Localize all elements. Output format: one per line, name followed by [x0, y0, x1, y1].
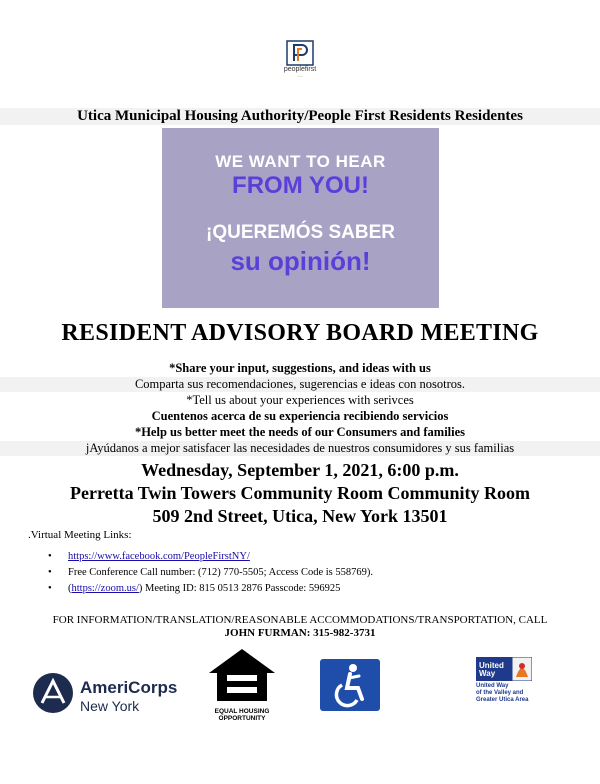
americorps-sub: New York: [80, 698, 140, 714]
meeting-title: RESIDENT ADVISORY BOARD MEETING: [61, 320, 539, 346]
united-way-logo: [476, 657, 566, 713]
list-item: [48, 581, 373, 597]
equal-housing-house-icon: [207, 647, 277, 703]
eho-line-1: EQUAL HOUSING: [214, 708, 270, 715]
banner-line-3: ¡QUEREMÓS SABER: [206, 222, 395, 243]
eho-line-2: OPPORTUNITY: [218, 715, 266, 722]
hear-from-you-banner: [162, 128, 439, 308]
zoom-meeting-details: ) Meeting ID: 815 0513 2876 Passcode: 596925: [138, 583, 341, 594]
facebook-link[interactable]: https://www.facebook.com/PeopleFirstNY/: [68, 551, 250, 562]
people-first-logo: [272, 40, 328, 88]
contact-info-line-2: JOHN FURMAN: 315-982-3731: [224, 627, 376, 639]
americorps-name: AmeriCorps: [80, 678, 178, 697]
contact-info: [20, 614, 580, 640]
banner-line-1: WE WANT TO HEAR: [215, 152, 386, 171]
list-item: [48, 565, 373, 581]
virtual-meeting-label: [28, 529, 132, 541]
americorps-a-icon: [32, 672, 74, 714]
org-title: Utica Municipal Housing Authority/People First Residents Residentes: [0, 108, 600, 125]
bullet-icon: .: [28, 529, 31, 541]
united-way-badge: United Way: [479, 661, 504, 678]
united-way-line-1: United Way: [476, 683, 509, 689]
americorps-logo: [32, 670, 202, 720]
united-way-text: [476, 683, 566, 704]
united-way-line-3: Greater Utica Area: [476, 697, 529, 703]
contact-info-line-1: FOR INFORMATION/TRANSLATION/REASONABLE ACCOMMODATIONS/TRANSPORTATION, CALL: [52, 614, 548, 626]
point-3: *Tell us about your experiences with serivces: [186, 393, 414, 407]
zoom-link[interactable]: https://zoom.us/: [71, 583, 139, 594]
banner-line-2: FROM YOU!: [232, 172, 369, 199]
zoom-prefix: (: [68, 583, 72, 594]
united-way-line-2: of the Valley and: [476, 690, 524, 696]
point-1: *Share your input, suggestions, and ideas with us: [169, 361, 431, 375]
event-address: 509 2nd Street, Utica, New York 13501: [152, 506, 448, 526]
point-6: jAyúdanos a mejor satisfacer las necesidades de nuestros consumidores y sus familias: [0, 441, 600, 456]
virtual-label-text: Virtual Meeting Links:: [30, 529, 132, 541]
point-4: Cuentenos acerca de su experiencia recibiendo servicios: [151, 409, 449, 423]
conference-call-text: Free Conference Call number: (712) 770-5505; Access Code is 558769).: [68, 567, 374, 578]
event-venue: Perretta Twin Towers Community Room Community Room: [70, 483, 530, 503]
equal-housing-logo: [206, 647, 278, 723]
point-2: Comparta sus recomendaciones, sugerencias e ideas con nosotros.: [0, 377, 600, 392]
list-item: [48, 549, 373, 565]
virtual-links-list: [48, 549, 373, 597]
banner-line-4: su opinión!: [230, 246, 371, 276]
people-first-mark-icon: [286, 40, 314, 66]
wheelchair-icon: [320, 659, 380, 711]
event-datetime: Wednesday, September 1, 2021, 6:00 p.m.: [141, 460, 459, 480]
point-5: *Help us better meet the needs of our Consumers and families: [134, 425, 466, 439]
logo-tagline: • • •: [297, 74, 303, 78]
accessibility-logo: [320, 659, 380, 711]
logo-brand-text: peoplefirst: [283, 66, 317, 73]
